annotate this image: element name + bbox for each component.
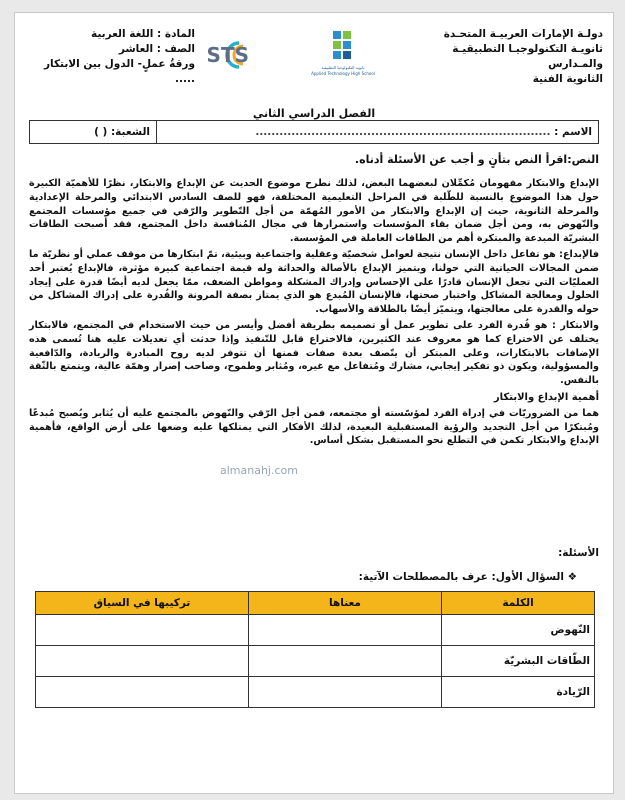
table-row	[36, 677, 595, 708]
context-cell[interactable]	[36, 677, 249, 708]
school-header	[403, 27, 603, 87]
terms-table	[35, 591, 595, 708]
question-one-title: ❖ السؤال الأول: عرف بالمصطلحات الآتية:	[358, 571, 577, 583]
paragraph: هما من الضروريّات في إدراة الفرد لمؤسّسته أو مجتمعه، فمن أجل الرّقي والنّهوض بالمجتمع عليه أن يُثابر ويُصبح مُبدعًا ومُبتكرًا من أجل التجديد والرؤية المستقبلية البعيدة، لذلك الأفكار التي يمتلكها عليه وضعها على أرض الواقع، فأهمية الإبداع والابتكار تكمن في التطلع نحو المستقبل بشكل أساس.	[29, 407, 599, 447]
grade-label: الصف : العاشر	[118, 43, 195, 55]
table-header-row	[36, 592, 595, 615]
ath-logo	[311, 29, 375, 79]
paragraph: والابتكار : هو قُدرة الفرد على تطوير عمل أو تصميمه بطريقة أفضل وأيسر من حيث الاستخدام في المجتمع، فالابتكار يختلف عن الاختراع كما هو معروف عند الكثيرين، فالاختراع قابل للتّنفيذ وإذا حدثت أي تعديلات عليه هنا تُسمى هذه الإضافات بالابتكارات، وعلى المبتكر أن يتّصف بعدة صفات فمنها أن تتوفر لديه روح المبادرة والريادة، والدّافعية والمسؤولية، ويكون ذو تفكير إيجابي، مشارك ومُتفاعل مع غيره، ومُثابر وطموح، وصاحب إصرار وهمّة عالية، ويتمتع بالثّقة بالنفس.	[29, 319, 599, 387]
meaning-cell[interactable]	[249, 677, 442, 708]
section-field[interactable]: الشعبة: ( )	[30, 121, 157, 143]
student-info-box	[29, 120, 599, 144]
sts-text: STS	[206, 43, 249, 67]
header-line: ثانويـة التكنولوجيـا التطبيقيـة والمـدارس	[452, 43, 603, 70]
worksheet-page	[14, 12, 614, 794]
intro-instruction: النص:اقرأ النص بتأنٍ و أجب عن الأسئلة أدناه.	[354, 153, 599, 166]
term-cell: الطّاقات البشريّة	[442, 646, 595, 677]
name-label: الاسم :	[554, 126, 592, 138]
paragraph: الإبداع والابتكار مفهومان مُكمِّلان لبعضهما البعض، لذلك نطرح موضوع الحديث عن الإبداع والابتكار، نظرًا للأهميّة الكبيرة حول هذا الموضوع بالنسبة للطّلبة في المراحل التعليمية المختلفة، فهو للصف السادس الابتدائي والمرحلة الإعدادية والمرحلة الثانوية، حيث إن الإبداع والابتكار من الأمور المُهمّة من أجل التّطوير والرّقي في جميع مؤسسات المجتمع والنّهوض به، ومن أجل ضمان بقاء المؤسسات واستمرارها في مجال المُنافسة داخل المجتمع، فقد أصبحت الطاقات البشريّة المبدعة والمبتكرة أهم من الطاقات العاملة في المؤسسة.	[29, 178, 599, 245]
header-meaning: معناها	[249, 592, 442, 615]
context-cell[interactable]	[36, 646, 249, 677]
importance-title: أهمية الإبداع والابتكار	[493, 391, 599, 403]
reading-text	[29, 177, 599, 450]
name-dots: ..........................................................................	[255, 126, 551, 138]
watermark: almanahj.com	[220, 464, 298, 477]
svg-text:ثانوية التكنولوجيا التطبيقية: ثانوية التكنولوجيا التطبيقية	[321, 65, 365, 70]
meaning-cell[interactable]	[249, 646, 442, 677]
subject-label: المادة : اللغة العربية	[91, 28, 195, 40]
meaning-cell[interactable]	[249, 615, 442, 646]
subject-header	[25, 27, 195, 87]
header-line: دولـة الإمارات العربيـة المتحـدة	[443, 28, 603, 40]
ath-caption: Applied Technology High School	[311, 71, 375, 76]
term-cell: النّهوض	[442, 615, 595, 646]
name-field[interactable]	[157, 126, 598, 138]
header-word: الكلمة	[442, 592, 595, 615]
sts-logo	[206, 37, 303, 71]
questions-title: الأسئلة:	[558, 547, 599, 559]
paragraph: فالإبداع: هو تفاعل داخل الإنسان نتيجة لعوامل شخصيّة وعقلية واجتماعية وبيئية، تمّ ابتكارها من موقف عملي أو نظريّة ما ضمن المجالات الحياتية التي حولنا، ويتميز الإبداع بالأصالة والحداثة وله قيمة اجتماعية كبيرة مؤثرة، فالإبداع يُعتبر أحد العمليّات التي تجعل الإنسان قادرًا على الإحساس وإدراك المشكلة ومواطن الضعف، ممّا يجعل لديه أيضًا قدرة على إيجاد الحلول ومعالجة المشاكل واختبار صحتها، فالإنسان المُبدع هو الذي يمتاز بصفة المرونة والقُدرة على إدراك المشاكل من حوله والقدرة على معالجتها، ويتميّز أيضًا بالطلاقة والأسهاب.	[29, 248, 599, 316]
header-context: تركيبها في السياق	[36, 592, 249, 615]
table-row	[36, 646, 595, 677]
term-title: الفصل الدراسي الثاني	[252, 107, 376, 120]
header-line: الثانوية الفنية	[532, 73, 603, 85]
term-cell: الرّيادة	[442, 677, 595, 708]
table-row	[36, 615, 595, 646]
context-cell[interactable]	[36, 615, 249, 646]
sheet-title: ورقةُ عملٍ- الدول بين الابتكار .....	[43, 58, 195, 85]
